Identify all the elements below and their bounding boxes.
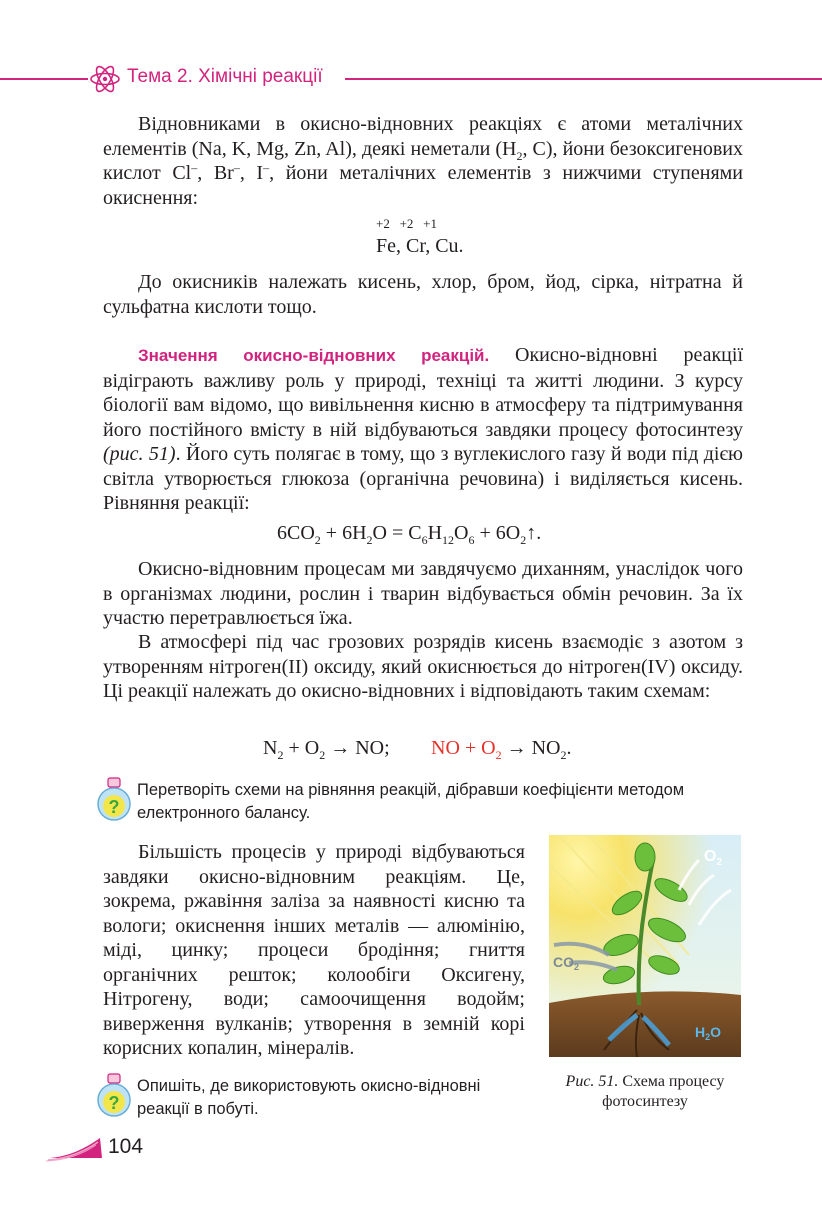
paragraph-respiration: Окисно-відновним процесам ми завдячуємо диханням, унаслідок чого в організмах людини, рослин і тварин відбувається обмін речовин. За їх участю перетравлюється їжа. [103,558,743,629]
co2-label: $CO_2$ [553,954,580,972]
oxidation-states: +2 +2 +1 [376,216,437,231]
question-flask-icon [95,776,133,822]
atom-icon [88,62,122,96]
paragraph-significance: Значення окисно-відновних реакцій. Окисно-відновні реакції відіграють важливу роль у природі, техніці та житті людини. З курсу біології вам відомо, що вивільнення кисню в атмосферу та підтримування його постійного вмісту в ній відбуваються завдяки процесу фотосинтезу (рис. 51). Його суть полягає в тому, що з вуглекислого газу й води під дією світла утворюється глюкоза (органічна речовина) і виділяється кисень. Рівняння реакції: [103,344,743,514]
paragraph-atmosphere: В атмосфері під час грозових розрядів кисень взаємодіє з азотом з утворенням нітроген(ІІ) оксиду, який окиснюється до нітроген(IV) оксиду. Ці реакції належать до окисно-відновних і відповідають таким схемам: [103,631,743,702]
paragraph-reducers: Відновниками в окисно-відновних реакціях є атоми металічних елементів (Na, K, Mg, Zn, Al), деякі неметали ($H_2$, C), йони безоксигенових кислот Cl–, Br–, I–, йони металічних елементів з нижчими ступенями окиснення: [103,113,743,209]
o2-label: $O_2$ [704,848,723,868]
svg-text:?: ? [108,797,120,817]
paragraph-nature-processes: Більшість процесів у природі відбуваються завдяки окисно-відновним реакціям. Це, зокрема, ржавіння заліза за наявності кисню та вологи; окиснення інших металів — алюмінію, міді, цинку; процеси бродіння; гниття органічних решток; колообіги Оксигену, Нітрогену, води; самоочищення водойм; виверження вулканів; утворення в земній корі корисних копалин, мінералів. [103,841,525,1059]
metal-formula: Fe, Cr, Cu. [376,235,464,257]
photosynthesis-equation: $6CO_2 + 6H_2O = C_6H_{12}O_6$ + $6O_2↑$. [277,522,542,547]
task-electron-balance [95,776,745,826]
page-header [0,60,822,96]
paragraph-oxidizers: До окисників належать кисень, хлор, бром, йод, сірка, нітратна й сульфатна кислоти тощо. [103,271,743,318]
question-flask-icon [95,1072,133,1118]
photosynthesis-figure [549,835,741,1057]
task-text: Опишіть, де використовують окисно-відновні реакції в побуті. [137,1077,481,1118]
task-text: Перетворіть схеми на рівняння реакцій, дібравши коефіцієнти методом електронного балансу. [137,781,685,822]
figure-reference: (рис. 51) [103,443,176,465]
svg-text:?: ? [108,1093,120,1113]
task-household-uses [95,1072,535,1122]
header-rule-left [0,78,88,80]
page-number: 104 [108,1135,144,1158]
header-rule-right [345,78,822,80]
figure-caption: Рис. 51. Схема процесу фотосинтезу [565,1073,725,1110]
section-heading: Значення окисно-відновних реакцій. [138,346,490,365]
chapter-title: Тема 2. Хімічні реакції [127,66,323,87]
nitrogen-scheme-1: $N_2 + O_2$ → NO; [263,737,390,762]
nitrogen-scheme-2: NO + $O_2 \to NO_2$. [431,737,572,762]
h2o-label: $H_2O$ [695,1024,722,1042]
